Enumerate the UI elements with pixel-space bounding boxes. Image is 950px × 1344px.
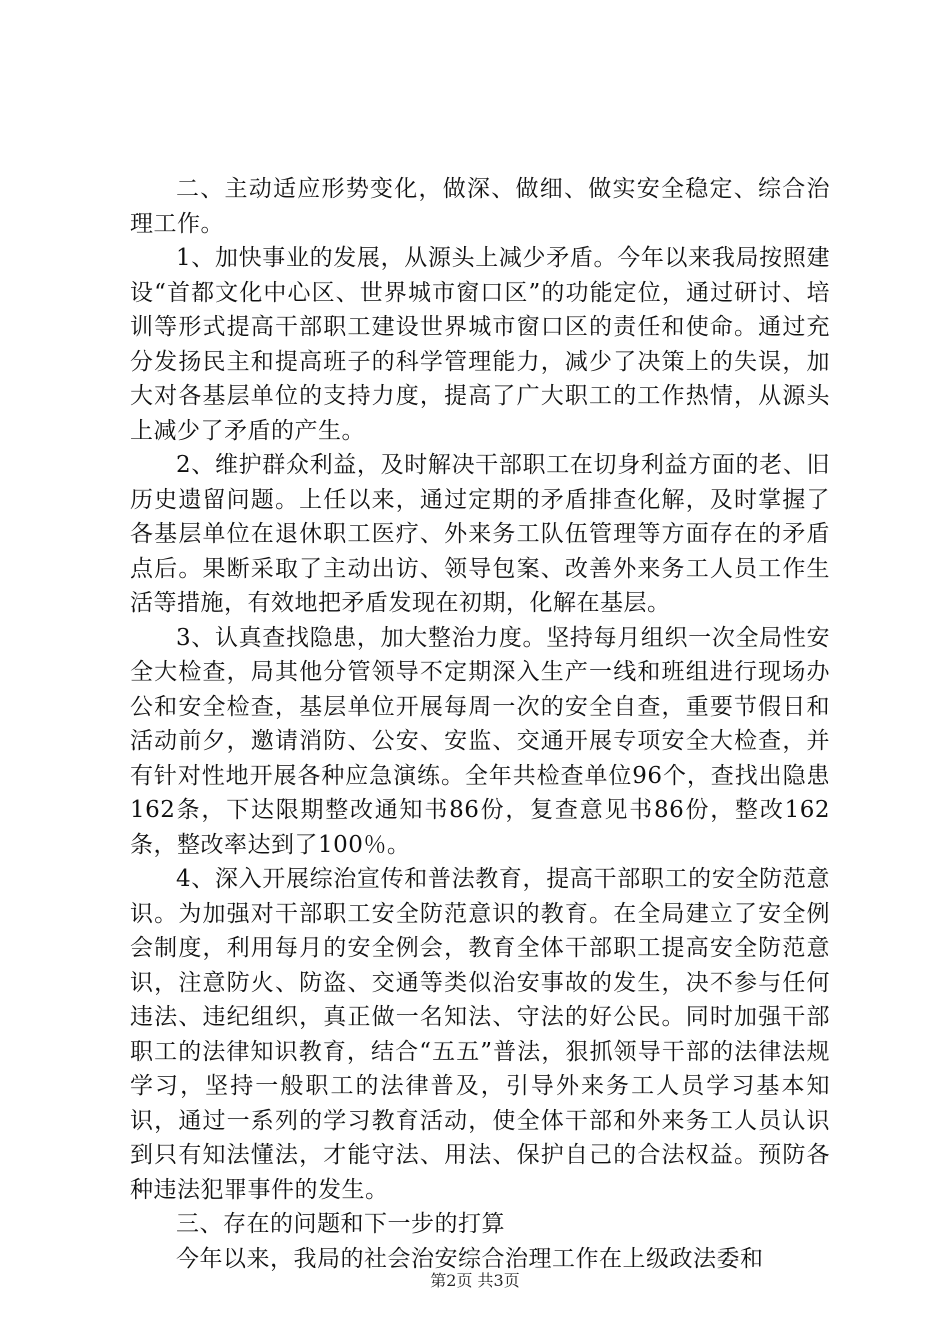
paragraph-item-4: 4、深入开展综治宣传和普法教育，提高干部职工的安全防范意识。为加强对干部职工安全防范意识的教育。在全局建立了安全例会制度，利用每月的安全例会，教育全体干部职工提高安全防范意识，注意防火、防盗、交通等类似治安事故的发生，决不参与任何违法、违纪组织，真正做一名知法、守法的好公民。同时加强干部职工的法律知识教育，结合“五五”普法，狠抓领导干部的法律法规学习，坚持一般职工的法律普及，引导外来务工人员学习基本知识，通过一系列的学习教育活动，使全体干部和外来务工人员认识到只有知法懂法，才能守法、用法、保护自己的合法权益。预防各种违法犯罪事件的发生。 <box>130 866 830 1203</box>
paragraph-continued: 今年以来，我局的社会治安综合治理工作在上级政法委和 <box>176 1245 764 1272</box>
section-heading-three: 三、存在的问题和下一步的打算 <box>176 1211 505 1237</box>
section-heading-two: 二、主动适应形势变化，做深、做细、做实安全稳定、综合治理工作。 <box>130 176 830 237</box>
paragraph-item-1: 1、加快事业的发展，从源头上减少矛盾。今年以来我局按照建设“首都文化中心区、世界城市窗口区”的功能定位，通过研讨、培训等形式提高干部职工建设世界城市窗口区的责任和使命。通过充分发扬民主和提高班子的科学管理能力，减少了决策上的失误，加大对各基层单位的支持力度，提高了广大职工的工作热情，从源头上减少了矛盾的产生。 <box>130 245 830 444</box>
page-number-footer: 第2页 共3页 <box>430 1271 520 1290</box>
document-body <box>130 172 830 1276</box>
paragraph-item-3: 3、认真查找隐患，加大整治力度。坚持每月组织一次全局性安全大检查，局其他分管领导不定期深入生产一线和班组进行现场办公和安全检查，基层单位开展每周一次的安全自查，重要节假日和活动前夕，邀请消防、公安、安监、交通开展专项安全大检查，并有针对性地开展各种应急演练。全年共检查单位96个，查找出隐患162条，下达限期整改通知书86份，复查意见书86份，整改162条，整改率达到了100％。 <box>130 624 830 858</box>
paragraph-item-2: 2、维护群众利益，及时解决干部职工在切身利益方面的老、旧历史遗留问题。上任以来，通过定期的矛盾排查化解，及时掌握了各基层单位在退休职工医疗、外来务工队伍管理等方面存在的矛盾点后。果断采取了主动出访、领导包案、改善外来务工人员工作生活等措施，有效地把矛盾发现在初期，化解在基层。 <box>130 452 830 616</box>
